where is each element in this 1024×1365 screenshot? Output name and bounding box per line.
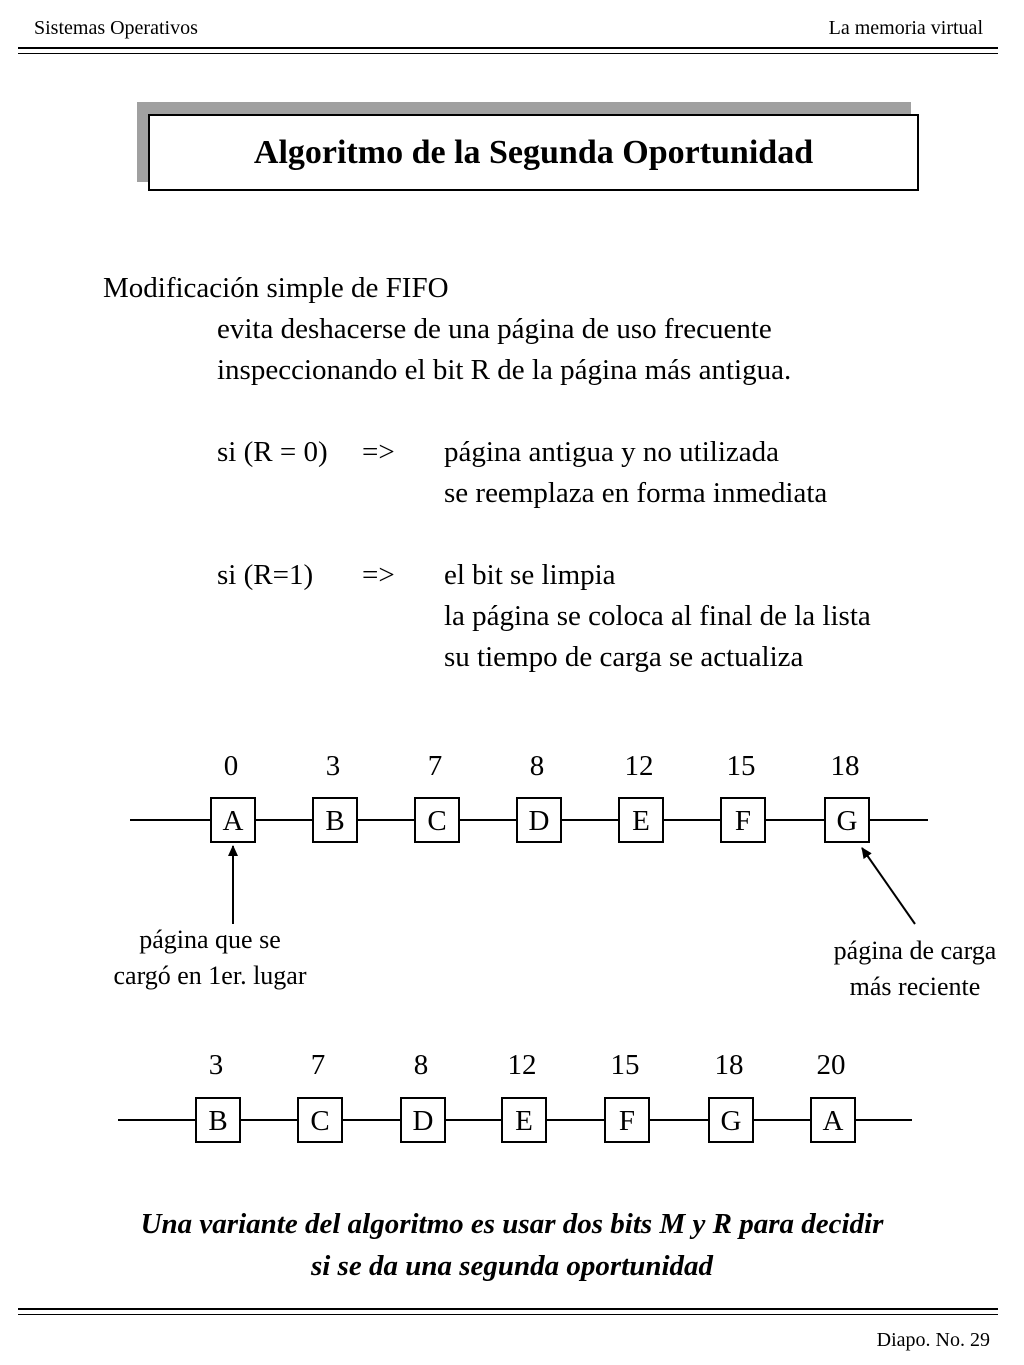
before-page-label-F: F: [734, 805, 752, 837]
rule-1-line-3: su tiempo de carga se actualiza: [444, 641, 804, 673]
slide-title: Algoritmo de la Segunda Oportunidad: [148, 114, 919, 191]
footer-rule-top: [18, 1308, 998, 1310]
queue-after: [118, 1049, 912, 1142]
variant-note-line-2: si se da una segunda oportunidad: [310, 1250, 714, 1282]
rule-0-line-2: se reemplaza en forma inmediata: [444, 477, 828, 509]
before-load-time-F: 15: [726, 750, 756, 782]
after-load-time-C: 7: [310, 1049, 326, 1081]
after-page-label-E: E: [515, 1105, 533, 1137]
before-load-time-D: 8: [529, 750, 545, 782]
before-page-label-A: A: [222, 805, 244, 837]
before-load-time-E: 12: [624, 750, 654, 782]
before-load-time-A: 0: [223, 750, 239, 782]
after-page-label-D: D: [412, 1105, 434, 1137]
header-right: La memoria virtual: [828, 17, 983, 39]
before-load-time-C: 7: [427, 750, 443, 782]
rule-1-condition: si (R=1): [217, 559, 314, 591]
variant-note: [0, 1203, 1024, 1287]
most-recent-caption: [810, 933, 1020, 1005]
rule-1-line-2: la página se coloca al final de la lista: [444, 600, 871, 632]
first-loaded-caption: [95, 922, 325, 994]
rule-1-arrow: =>: [362, 559, 395, 591]
header-left: Sistemas Operativos: [34, 17, 198, 39]
after-page-label-G: G: [720, 1105, 742, 1137]
most-recent-caption-line-2: más reciente: [849, 972, 981, 1001]
variant-note-line-1: Una variante del algoritmo es usar dos bits M y R para decidir: [140, 1208, 884, 1240]
before-page-label-G: G: [836, 805, 858, 837]
first-loaded-caption-line-2: cargó en 1er. lugar: [113, 961, 307, 990]
after-load-time-F: 15: [610, 1049, 640, 1081]
rule-0-condition: si (R = 0): [217, 436, 328, 468]
most-recent-caption-line-1: página de carga: [833, 936, 997, 965]
before-load-time-B: 3: [325, 750, 341, 782]
queue-before: [130, 750, 928, 842]
most-recent-arrow: [862, 848, 915, 924]
after-load-time-E: 12: [507, 1049, 537, 1081]
rule-0-line-1: página antigua y no utilizada: [444, 436, 780, 468]
first-loaded-caption-line-1: página que se: [139, 925, 281, 954]
rule-0-arrow: =>: [362, 436, 395, 468]
before-load-time-G: 18: [830, 750, 860, 782]
after-load-time-A: 20: [816, 1049, 846, 1081]
after-page-label-C: C: [310, 1105, 330, 1137]
after-load-time-G: 18: [714, 1049, 744, 1081]
before-page-label-E: E: [632, 805, 650, 837]
after-page-label-F: F: [618, 1105, 636, 1137]
after-page-label-B: B: [208, 1105, 228, 1137]
rule-1-line-1: el bit se limpia: [444, 559, 616, 591]
after-load-time-D: 8: [413, 1049, 429, 1081]
intro-line-1: evita deshacerse de una página de uso frecuente: [217, 313, 772, 345]
before-page-label-B: B: [325, 805, 345, 837]
intro-line-2: inspeccionando el bit R de la página más antigua.: [217, 354, 792, 386]
intro-heading: Modificación simple de FIFO: [103, 272, 449, 304]
after-load-time-B: 3: [208, 1049, 224, 1081]
slide-number: Diapo. No. 29: [876, 1329, 990, 1351]
after-page-label-A: A: [822, 1105, 844, 1137]
before-page-label-C: C: [427, 805, 447, 837]
before-page-label-D: D: [528, 805, 550, 837]
footer-rule-bottom: [18, 1314, 998, 1315]
